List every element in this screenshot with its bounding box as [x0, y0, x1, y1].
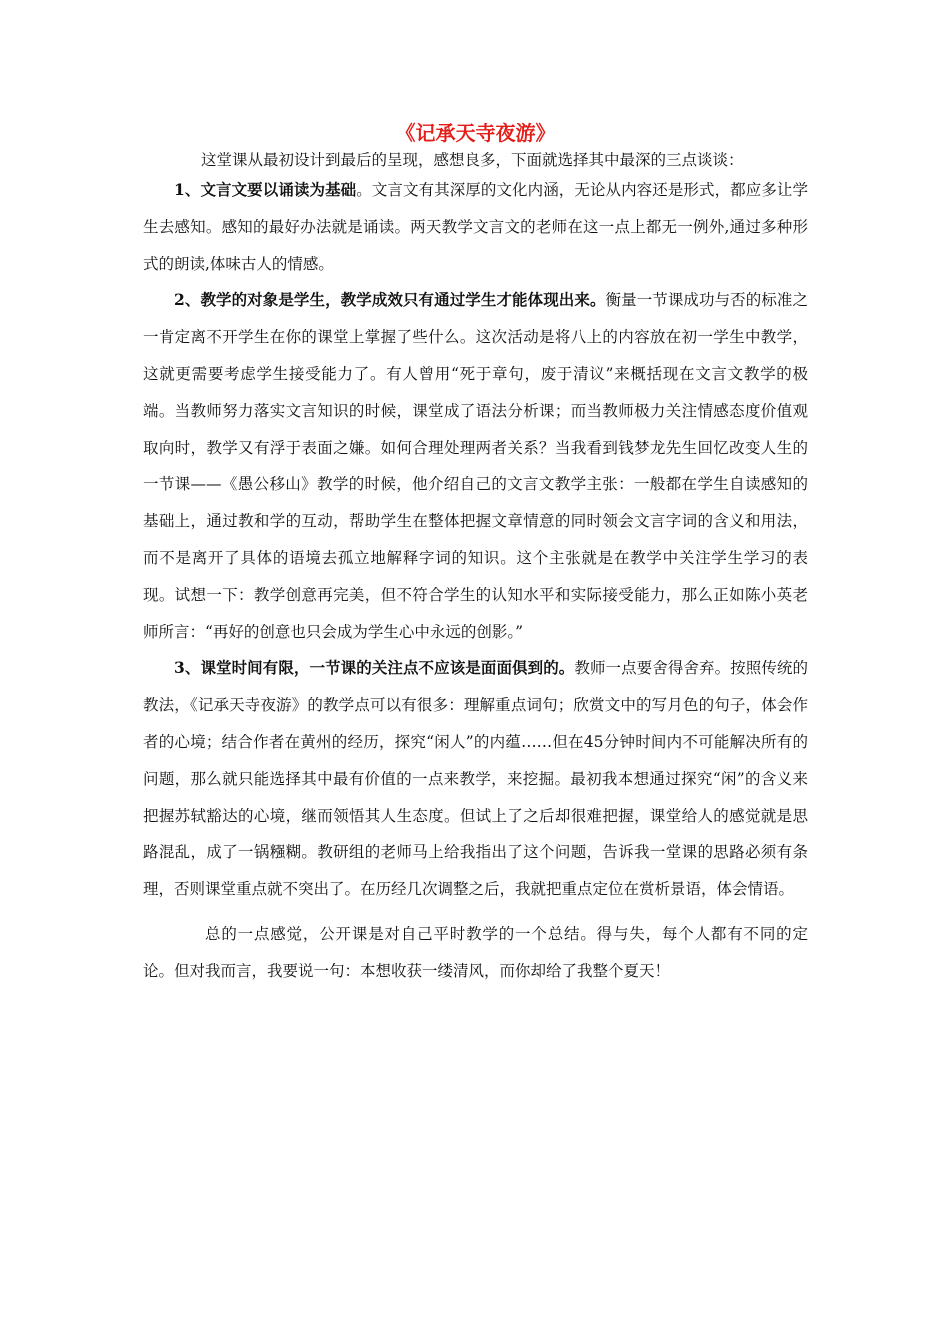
section-3-lead: 3、课堂时间有限，一节课的关注点不应该是面面俱到的。	[174, 658, 575, 678]
summary-paragraph: 总的一点感觉，公开课是对自己平时教学的一个总结。得与失，每个人都有不同的定论。但对我而言，我要说一句：本想收获一缕清风，而你却给了我整个夏天！	[143, 924, 808, 980]
document-page	[143, 118, 808, 990]
intro-paragraph: 这堂课从最初设计到最后的呈现，感想良多，下面就选择其中最深的三点谈谈：	[201, 151, 744, 169]
section-1-paragraph	[143, 172, 808, 282]
section-2-body: 衡量一节课成功与否的标准之一肯定离不开学生在你的课堂上掌握了些什么。这次活动是将八上的内容放在初一学生中教学，这就更需要考虑学生接受能力了。有人曾用“死于章句，废于清议”来概括现在文言文教学的极端。当教师努力落实文言知识的时候，课堂成了语法分析课；而当教师极力关注情感态度价值观取向时，教学又有浮于表面之嫌。如何合理处理两者关系？当我看到钱梦龙先生回忆改变人生的一节课——《愚公移山》教学的时候，他介绍自己的文言文教学主张：一般都在学生自读感知的基础上，通过教和学的互动，帮助学生在整体把握文章情意的同时领会文言字词的含义和用法，而不是离开了具体的语境去孤立地解释字词的知识。这个主张就是在教学中关注学生学习的表现。试想一下：教学创意再完美，但不符合学生的认知水平和实际接受能力，那么正如陈小英老师所言：“再好的创意也只会成为学生心中永远的创影。”	[143, 291, 808, 641]
section-3-body: 教师一点要舍得舍弃。按照传统的教法，《记承天寺夜游》的教学点可以有很多：理解重点词句；欣赏文中的写月色的句子，体会作者的心境；结合作者在黄州的经历，探究“闲人”的内蕴……但在45分钟时间内不可能解决所有的问题，那么就只能选择其中最有价值的一点来教学，来挖掘。最初我本想通过探究“闲”的含义来把握苏轼豁达的心境，继而领悟其人生态度。但试上了之后却很难把握，课堂给人的感觉就是思路混乱，成了一锅糨糊。教研组的老师马上给我指出了这个问题，告诉我一堂课的思路必须有条理，否则课堂重点就不突出了。在历经几次调整之后，我就把重点定位在赏析景语，体会情语。	[143, 659, 808, 899]
section-3-paragraph	[143, 650, 808, 908]
section-1-body: 。文言文有其深厚的文化内涵，无论从内容还是形式，都应多让学生去感知。感知的最好办法就是诵读。两天教学文言文的老师在这一点上都无一例外,通过多种形式的朗读,体味古人的情感。	[143, 181, 808, 273]
section-2-lead: 2、教学的对象是学生，教学成效只有通过学生才能体现出来。	[174, 290, 606, 310]
section-1-lead: 1、文言文要以诵读为基础	[174, 180, 357, 199]
section-2-paragraph	[143, 282, 808, 650]
document-title: 《记承天寺夜游》	[395, 121, 556, 145]
